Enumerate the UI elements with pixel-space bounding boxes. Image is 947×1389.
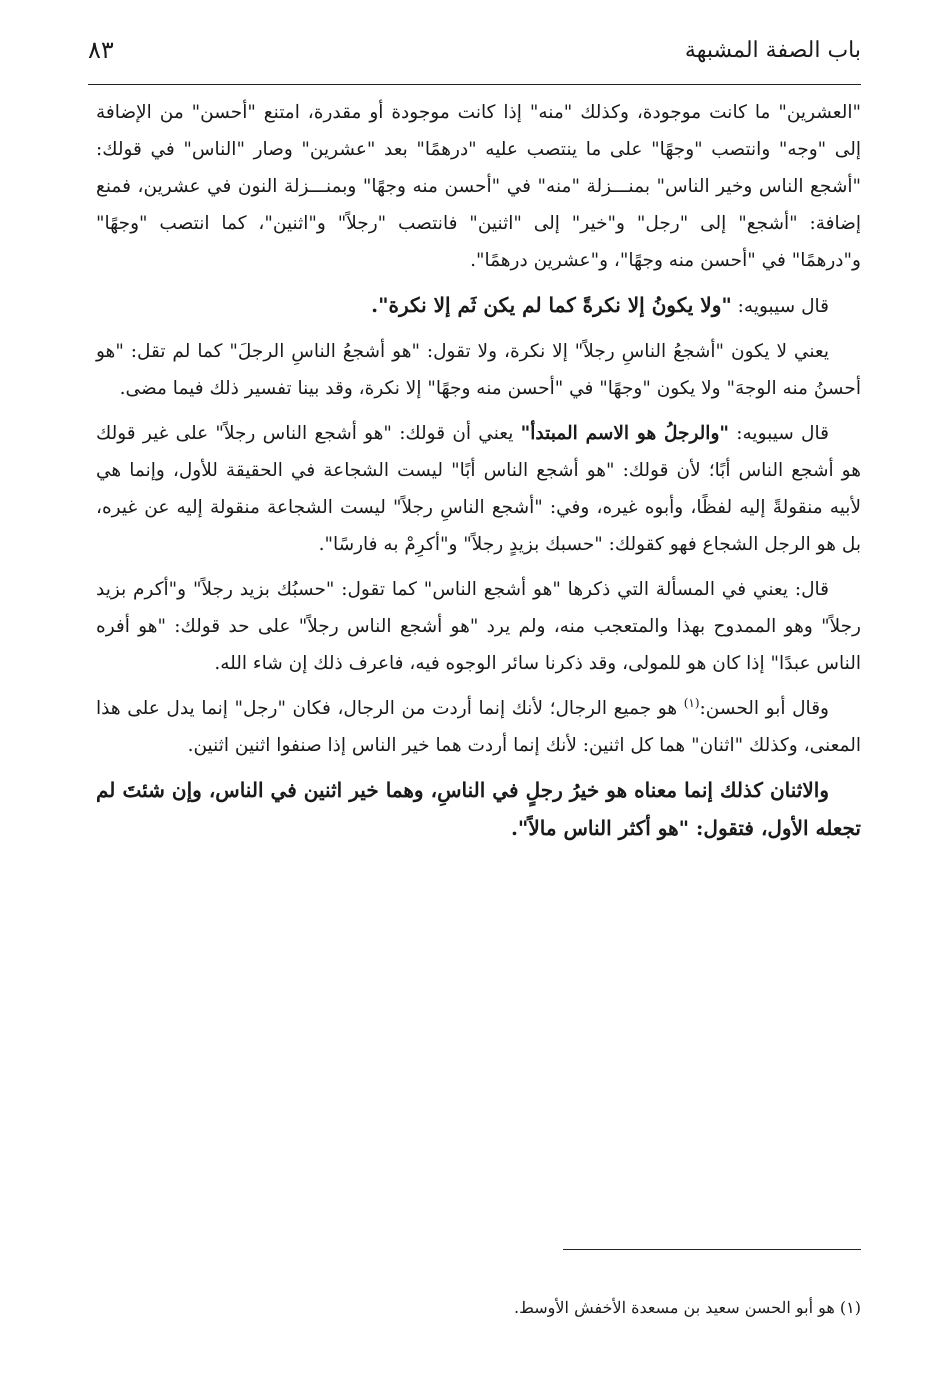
- paragraph-7: [96, 772, 861, 848]
- paragraph-text: يعني لا يكون "أشجعُ الناسِ رجلاً" إلا نكرة، ولا تقول: "هو أشجعُ الناسِ الرجلَ" كما لم تقل: "هو أحسنُ منه الوجهَ" ولا يكون "وجهًا" في "أحسن منه وجهًا" إلا نكرة، وقد بينا تفسير ذلك فيما مضى.: [96, 341, 861, 399]
- paragraph-text: هو جميع الرجال؛ لأنك إنما أردت من الرجال، فكان "رجل" إنما يدل على هذا المعنى، وكذلك "اثنان" هما كل اثنين: لأنك إنما أردت هما خير الناس إذا صنفوا اثنين اثنين.: [96, 698, 861, 756]
- paragraph-text: قال: يعني في المسألة التي ذكرها "هو أشجع الناس" كما تقول: "حسبُك بزيد رجلاً" و"أكرم بزيد رجلاً" وهو الممدوح بهذا والمتعجب منه، ولم يرد "هو أشجع الناس رجلاً" على حد قولك: "هو أفره الناس عبدًا" إذا كان هو للمولى، وقد ذكرنا سائر الوجوه فيه، فاعرف ذلك إن شاء الله.: [96, 579, 861, 674]
- paragraph-1: [96, 94, 861, 279]
- footnote: (١) هو أبو الحسن سعيد بن مسعدة الأخفش الأوسط.: [514, 1298, 861, 1317]
- paragraph-2: [96, 287, 861, 325]
- footnote-divider: [563, 1249, 861, 1250]
- chapter-title: باب الصفة المشبهة: [684, 38, 861, 63]
- page-number: ٨٣: [88, 36, 114, 64]
- paragraph-6: [96, 690, 861, 764]
- paragraph-lead: قال سيبويه:: [729, 423, 829, 444]
- paragraph-4: [96, 415, 861, 563]
- paragraph-lead: قال سيبويه:: [731, 296, 829, 317]
- sibawayh-quote: والاثنان كذلك إنما معناه هو خيرُ رجلٍ في الناسِ، وهما خير اثنين في الناس، وإن شئتَ لم تجعله الأول، فتقول: "هو أكثر الناس مالاً".: [96, 778, 861, 840]
- sibawayh-quote: "ولا يكونُ إلا نكرةً كما لم يكن ثَم إلا نكرة".: [371, 293, 732, 317]
- sibawayh-quote: "والرجلُ هو الاسم المبتدأ": [520, 423, 730, 444]
- paragraph-lead: وقال أبو الحسن:: [699, 698, 829, 719]
- footnote-reference[interactable]: (١): [683, 695, 700, 710]
- paragraph-text: "العشرين" ما كانت موجودة، وكذلك "منه" إذا كانت موجودة أو مقدرة، امتنع "أحسن" من الإضافة إلى "وجه" وانتصب "وجهًا" على ما ينتصب عليه "درهمًا" بعد "عشرين" وصار "الناس" في قولك: "أشجع الناس وخير الناس" بمنـــزلة "منه" في "أحسن منه وجهًا" وبمنـــزلة النون في عشرين، فمنع إضافة: "أشجع" إلى "رجل" و"خير" إلى "اثنين" فانتصب "رجلاً" و"اثنين"، كما انتصب "وجهًا" و"درهمًا" في "أحسن منه وجهًا"، و"عشرين درهمًا".: [96, 102, 861, 271]
- page-body: [96, 94, 861, 856]
- running-header: [88, 30, 861, 85]
- paragraph-text: يعني أن قولك: "هو أشجع الناس رجلاً" على غير قولك هو أشجع الناس أبًا؛ لأن قولك: "هو أشجع الناس أبًا" ليست الشجاعة في الحقيقة للأول، وإنما هي لأبيه منقولةً إليه لفظًا، وأبوه غيره، وفي: "أشجع الناسِ رجلاً" ليست الشجاعة منقولة إليه عن غيره، بل هو الرجل الشجاع فهو كقولك: "حسبك بزيدٍ رجلاً" و"أكرِمْ به فارسًا".: [96, 423, 861, 555]
- paragraph-3: [96, 333, 861, 407]
- paragraph-5: [96, 571, 861, 682]
